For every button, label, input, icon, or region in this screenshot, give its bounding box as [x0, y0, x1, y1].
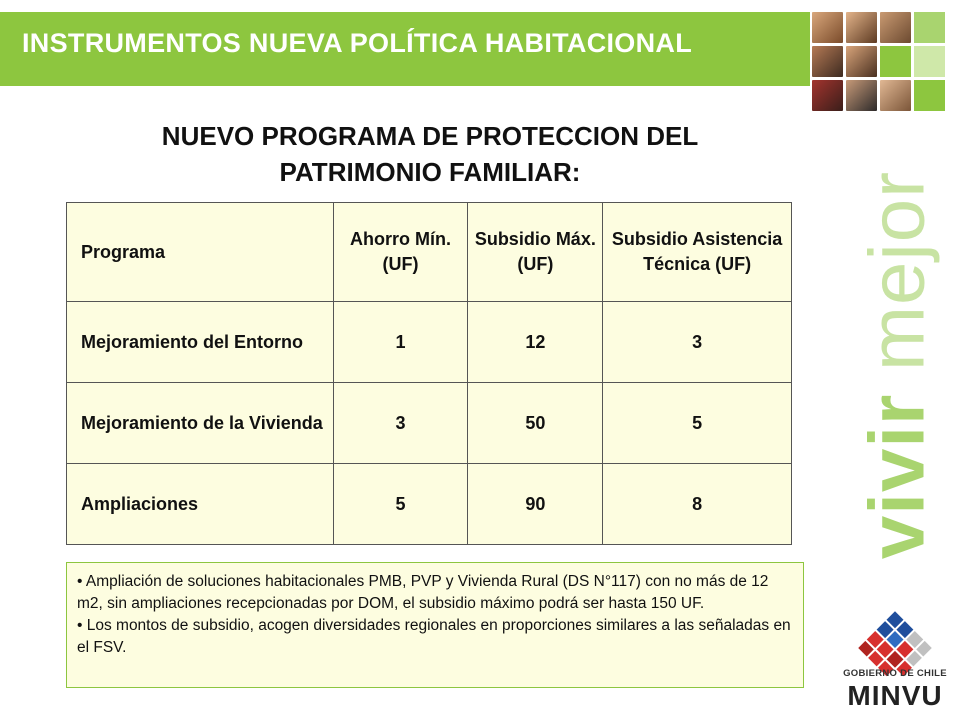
subsidio-cell: 50 — [468, 383, 603, 464]
asistencia-cell: 3 — [603, 302, 792, 383]
subsidio-cell: 12 — [468, 302, 603, 383]
note-item: • Los montos de subsidio, acogen diversidades regionales en proporciones similares a las señaladas en el FSV. — [77, 617, 791, 656]
ahorro-cell: 1 — [333, 302, 468, 383]
photo-tile — [880, 80, 911, 111]
table-row — [67, 302, 792, 383]
asistencia-cell: 8 — [603, 464, 792, 545]
asistencia-cell: 5 — [603, 383, 792, 464]
photo-tile — [812, 80, 843, 111]
program-name-cell: Ampliaciones — [67, 464, 334, 545]
subsidio-cell: 90 — [468, 464, 603, 545]
photo-tile — [846, 80, 877, 111]
note-item: • Ampliación de soluciones habitacionales PMB, PVP y Vivienda Rural (DS N°117) con no más de 12 m2, sin ampliaciones recepcionadas por DOM, el subsidio máximo podrá ser hasta 150 UF. — [77, 573, 769, 612]
section-title — [60, 118, 800, 190]
photo-tile — [846, 12, 877, 43]
green-tile — [880, 46, 911, 77]
green-tile — [914, 46, 945, 77]
section-title-line: NUEVO PROGRAMA DE PROTECCION DEL — [161, 121, 699, 151]
column-header: Subsidio Máx. (UF) — [468, 203, 603, 302]
vivir-mejor-slogan — [852, 171, 943, 559]
slogan-word: vivir — [852, 393, 941, 560]
program-table — [66, 202, 792, 545]
program-name-cell: Mejoramiento de la Vivienda — [67, 383, 334, 464]
logo-org-line: GOBIERNO DE CHILE — [843, 668, 947, 679]
photo-mosaic — [812, 12, 948, 114]
column-header: Subsidio Asistencia Técnica (UF) — [603, 203, 792, 302]
logo-name: MINVU — [847, 680, 943, 711]
section-title-line: PATRIMONIO FAMILIAR: — [279, 157, 581, 187]
notes-box — [66, 562, 804, 688]
header-title: INSTRUMENTOS NUEVA POLÍTICA HABITACIONAL — [22, 28, 692, 58]
slogan-word: mejor — [852, 170, 941, 371]
photo-tile — [812, 46, 843, 77]
table-header-row — [67, 203, 792, 302]
column-header: Programa — [67, 203, 334, 302]
ahorro-cell: 3 — [333, 383, 468, 464]
table-row — [67, 383, 792, 464]
green-tile — [914, 12, 945, 43]
photo-tile — [812, 12, 843, 43]
photo-tile — [880, 12, 911, 43]
table-row — [67, 464, 792, 545]
ahorro-cell: 5 — [333, 464, 468, 545]
green-tile — [914, 80, 945, 111]
column-header: Ahorro Mín. (UF) — [333, 203, 468, 302]
photo-tile — [846, 46, 877, 77]
program-name-cell: Mejoramiento del Entorno — [67, 302, 334, 383]
